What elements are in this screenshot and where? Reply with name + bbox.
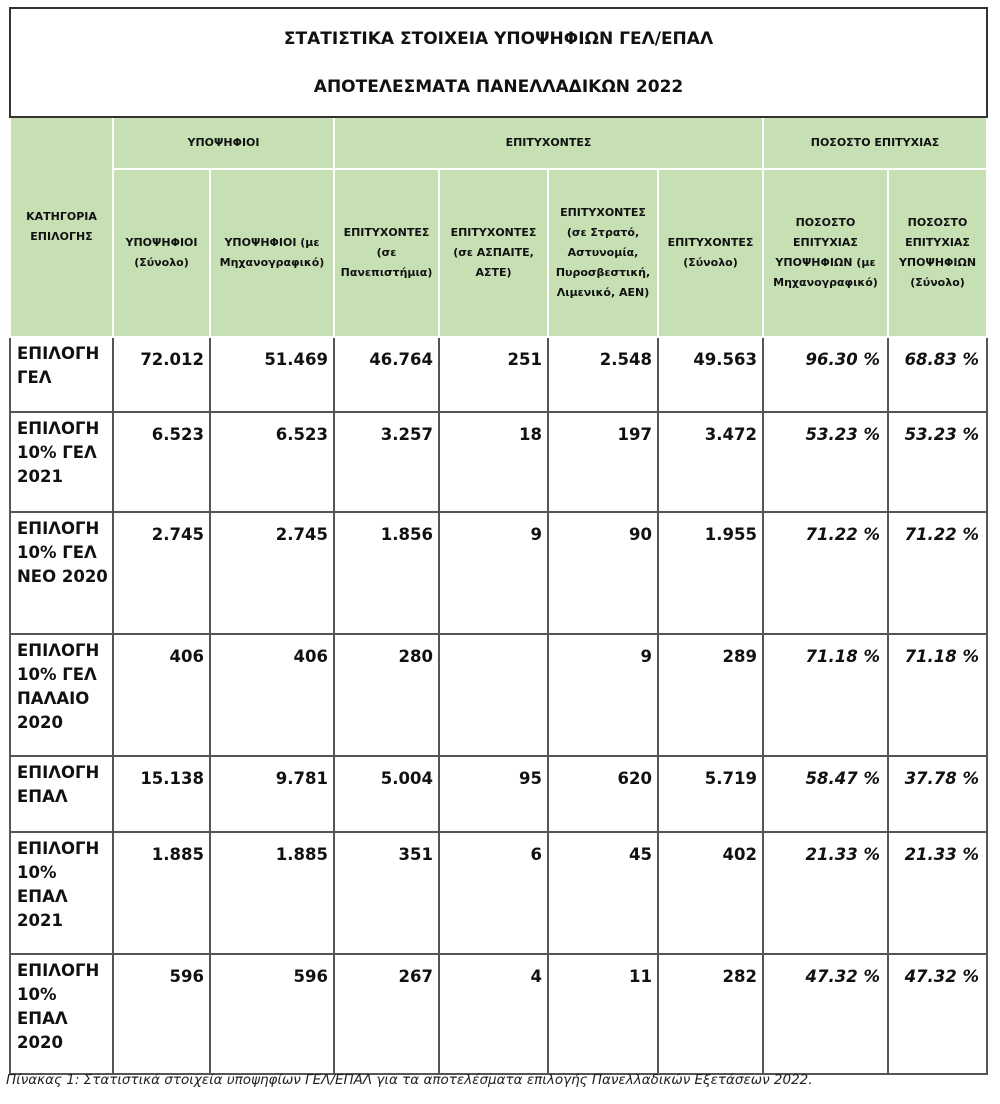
row-category: ΕΠΙΛΟΓΗ 10% ΕΠΑΛ 2021: [10, 832, 113, 954]
row-category: ΕΠΙΛΟΓΗ ΕΠΑΛ: [10, 756, 113, 832]
value-cell: 9.781: [210, 756, 334, 832]
rate-cell: 47.32 %: [763, 954, 888, 1074]
value-cell: 49.563: [658, 337, 763, 412]
header-col-rate-total: ΠΟΣΟΣΤΟ ΕΠΙΤΥΧΙΑΣ ΥΠΟΨΗΦΙΩΝ (Σύνολο): [888, 169, 987, 337]
statistics-table: [9, 7, 988, 1075]
rate-cell: 71.22 %: [763, 512, 888, 634]
rate-cell: 53.23 %: [763, 412, 888, 512]
value-cell: [439, 634, 548, 756]
value-cell: 1.885: [113, 832, 210, 954]
value-cell: 2.745: [113, 512, 210, 634]
table-title: [10, 8, 987, 117]
table-row: [10, 412, 987, 512]
rate-cell: 68.83 %: [888, 337, 987, 412]
title-line-1: ΣΤΑΤΙΣΤΙΚΑ ΣΤΟΙΧΕΙΑ ΥΠΟΨΗΦΙΩΝ ΓΕΛ/ΕΠΑΛ: [283, 28, 714, 49]
header-col-successful-aspaite: ΕΠΙΤΥΧΟΝΤΕΣ (σε ΑΣΠΑΙΤΕ, ΑΣΤΕ): [439, 169, 548, 337]
row-category: ΕΠΙΛΟΓΗ 10% ΓΕΛ ΠΑΛΑΙΟ 2020: [10, 634, 113, 756]
value-cell: 9: [548, 634, 658, 756]
value-cell: 282: [658, 954, 763, 1074]
table-body: [10, 337, 987, 1074]
title-line-2: ΑΠΟΤΕΛΕΣΜΑΤΑ ΠΑΝΕΛΛΑΔΙΚΩΝ 2022: [313, 76, 684, 97]
rate-cell: 58.47 %: [763, 756, 888, 832]
value-cell: 1.955: [658, 512, 763, 634]
value-cell: 2.745: [210, 512, 334, 634]
value-cell: 5.004: [334, 756, 439, 832]
header-col-candidates-total: ΥΠΟΨΗΦΙΟΙ (Σύνολο): [113, 169, 210, 337]
header-group-success-rate: ΠΟΣΟΣΤΟ ΕΠΙΤΥΧΙΑΣ: [763, 117, 987, 169]
value-cell: 289: [658, 634, 763, 756]
table-row: [10, 337, 987, 412]
value-cell: 46.764: [334, 337, 439, 412]
value-cell: 95: [439, 756, 548, 832]
header-col-successful-total: ΕΠΙΤΥΧΟΝΤΕΣ (Σύνολο): [658, 169, 763, 337]
table-caption: Πίνακας 1: Στατιστικά στοιχεία υποψηφίων ΓΕΛ/ΕΠΑΛ για τα αποτελέσματα επιλογής Πανελλαδικών Εξετάσεων 2022.: [6, 1072, 813, 1088]
header-group-successful: ΕΠΙΤΥΧΟΝΤΕΣ: [334, 117, 763, 169]
header-category: ΚΑΤΗΓΟΡΙΑ ΕΠΙΛΟΓΗΣ: [10, 117, 113, 337]
rate-cell: 96.30 %: [763, 337, 888, 412]
header-group-candidates: ΥΠΟΨΗΦΙΟΙ: [113, 117, 334, 169]
value-cell: 267: [334, 954, 439, 1074]
value-cell: 280: [334, 634, 439, 756]
value-cell: 5.719: [658, 756, 763, 832]
rate-cell: 53.23 %: [888, 412, 987, 512]
rate-cell: 71.22 %: [888, 512, 987, 634]
value-cell: 45: [548, 832, 658, 954]
table-row: [10, 634, 987, 756]
value-cell: 3.257: [334, 412, 439, 512]
value-cell: 406: [210, 634, 334, 756]
header-col-candidates-with-form: ΥΠΟΨΗΦΙΟΙ (με Μηχανογραφικό): [210, 169, 334, 337]
value-cell: 1.856: [334, 512, 439, 634]
row-category: ΕΠΙΛΟΓΗ 10% ΕΠΑΛ 2020: [10, 954, 113, 1074]
row-category: ΕΠΙΛΟΓΗ 10% ΓΕΛ ΝΕΟ 2020: [10, 512, 113, 634]
header-col-successful-security: ΕΠΙΤΥΧΟΝΤΕΣ (σε Στρατό, Αστυνομία, Πυροσβεστική, Λιμενικό, ΑΕΝ): [548, 169, 658, 337]
value-cell: 90: [548, 512, 658, 634]
value-cell: 6: [439, 832, 548, 954]
value-cell: 11: [548, 954, 658, 1074]
table-row: [10, 832, 987, 954]
rate-cell: 47.32 %: [888, 954, 987, 1074]
value-cell: 596: [113, 954, 210, 1074]
header-col-successful-universities: ΕΠΙΤΥΧΟΝΤΕΣ (σε Πανεπιστήμια): [334, 169, 439, 337]
value-cell: 2.548: [548, 337, 658, 412]
rate-cell: 71.18 %: [763, 634, 888, 756]
rate-cell: 71.18 %: [888, 634, 987, 756]
table-row: [10, 756, 987, 832]
rate-cell: 37.78 %: [888, 756, 987, 832]
value-cell: 4: [439, 954, 548, 1074]
value-cell: 72.012: [113, 337, 210, 412]
row-category: ΕΠΙΛΟΓΗ ΓΕΛ: [10, 337, 113, 412]
value-cell: 1.885: [210, 832, 334, 954]
value-cell: 251: [439, 337, 548, 412]
value-cell: 6.523: [210, 412, 334, 512]
value-cell: 402: [658, 832, 763, 954]
value-cell: 406: [113, 634, 210, 756]
value-cell: 620: [548, 756, 658, 832]
value-cell: 596: [210, 954, 334, 1074]
value-cell: 51.469: [210, 337, 334, 412]
value-cell: 18: [439, 412, 548, 512]
value-cell: 197: [548, 412, 658, 512]
table-row: [10, 954, 987, 1074]
value-cell: 3.472: [658, 412, 763, 512]
row-category: ΕΠΙΛΟΓΗ 10% ΓΕΛ 2021: [10, 412, 113, 512]
rate-cell: 21.33 %: [888, 832, 987, 954]
rate-cell: 21.33 %: [763, 832, 888, 954]
table-row: [10, 512, 987, 634]
value-cell: 15.138: [113, 756, 210, 832]
value-cell: 351: [334, 832, 439, 954]
value-cell: 9: [439, 512, 548, 634]
header-col-rate-with-form: ΠΟΣΟΣΤΟ ΕΠΙΤΥΧΙΑΣ ΥΠΟΨΗΦΙΩΝ (με Μηχανογραφικό): [763, 169, 888, 337]
value-cell: 6.523: [113, 412, 210, 512]
